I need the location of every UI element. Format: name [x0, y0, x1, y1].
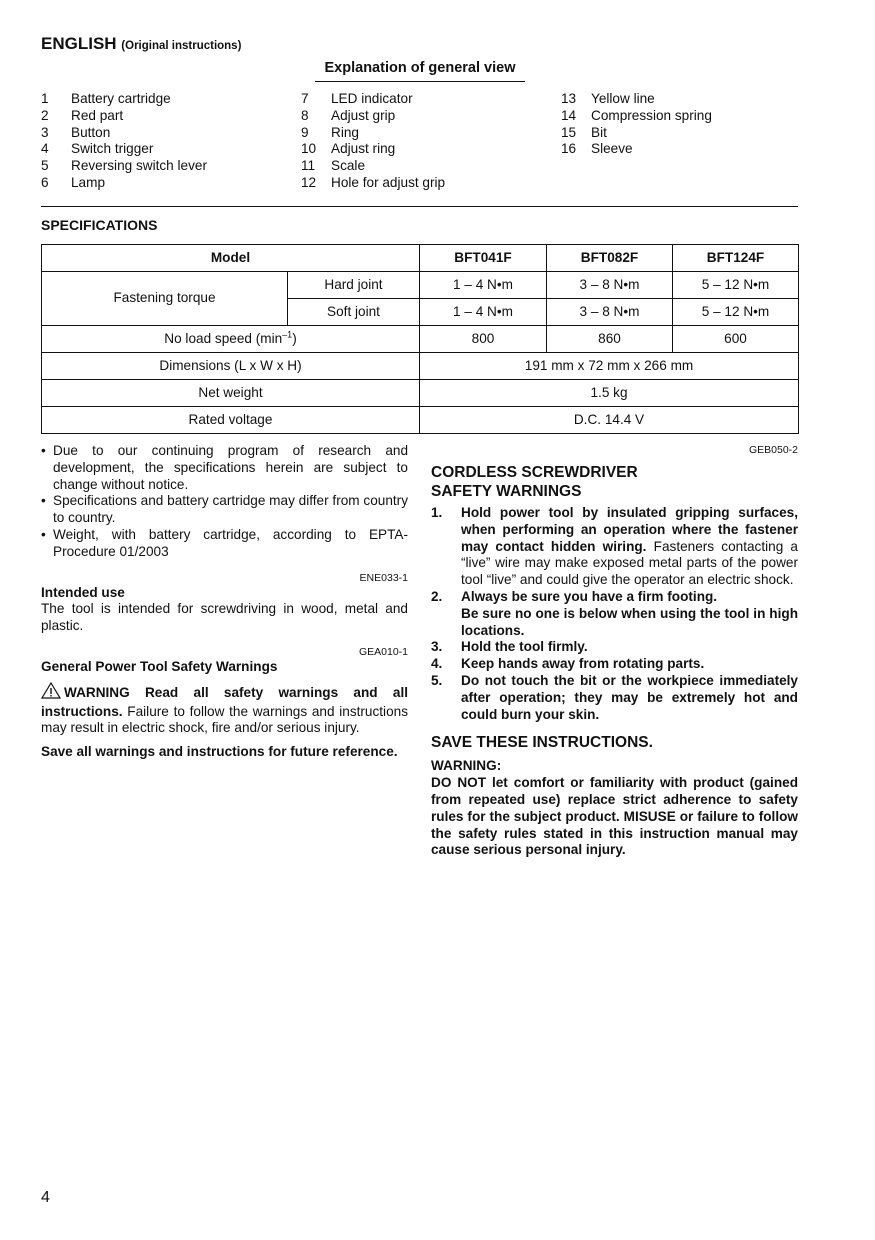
list-item: 1. Hold power tool by insulated gripping surfaces, when performing an operation where the fastener may contact hidden wiring. Fasteners contacting a “live” wire may make exposed metal parts of the power tool “live” and could give the operator an electric shock.: [431, 505, 798, 588]
part-item: 15 Bit: [561, 124, 607, 140]
ref-code: GEA010-1: [358, 645, 408, 658]
part-item: 12 Hole for adjust grip: [301, 174, 446, 190]
part-item: 3 Button: [41, 124, 111, 140]
soft-joint-label: Soft joint: [288, 299, 420, 326]
dimensions-label: Dimensions (L x W x H): [42, 353, 420, 380]
save-all-warnings: Save all warnings and instructions for future reference.: [41, 744, 398, 760]
bullet-icon: •: [41, 443, 46, 458]
specifications-title: SPECIFICATIONS: [41, 217, 158, 233]
table-cell: 1 – 4 N•m: [420, 299, 547, 326]
warning-text: DO NOT let comfort or familiarity with product (gained from repeated use) replace strict adherence to safety rules for the subject product. MISUSE or failure to follow the safety rules stated in this instruction manual may cause serious personal injury.: [431, 775, 798, 858]
table-cell: 860: [547, 326, 673, 353]
save-instructions-title: SAVE THESE INSTRUCTIONS.: [431, 734, 653, 752]
list-item: • Specifications and battery cartridge may differ from country to country.: [41, 493, 408, 526]
list-item: • Weight, with battery cartridge, according to EPTA-Procedure 01/2003: [41, 526, 408, 559]
right-column: [431, 443, 798, 859]
bullet-icon: •: [41, 526, 46, 542]
table-cell: 600: [673, 326, 799, 353]
table-cell: 3 – 8 N•m: [547, 299, 673, 326]
fastening-torque-label: Fastening torque: [42, 272, 288, 326]
intended-use-title: Intended use: [41, 584, 125, 600]
document-language-heading: [41, 36, 241, 55]
list-item: 3. Hold the tool firmly.: [431, 639, 588, 655]
list-item: • Due to our continuing program of research and development, the specifications herein are subject to change without notice.: [41, 443, 408, 492]
warning-triangle-icon: [41, 682, 61, 704]
table-cell: 5 – 12 N•m: [673, 299, 799, 326]
table-cell: 5 – 12 N•m: [673, 272, 799, 299]
hard-joint-label: Hard joint: [288, 272, 420, 299]
model-cell: BFT041F: [420, 245, 547, 272]
table-row: [42, 272, 799, 299]
page-number: 4: [41, 1189, 50, 1206]
part-item: 1 Battery cartridge: [41, 91, 171, 106]
list-item: 5. Do not touch the bit or the workpiece immediately after operation; they may be extremely hot and could burn your skin.: [431, 672, 798, 722]
model-cell: BFT124F: [673, 245, 799, 272]
part-item: 11 Scale: [301, 158, 366, 174]
ref-code: GEB050-2: [748, 444, 798, 456]
part-item: 9 Ring: [301, 124, 359, 140]
specifications-table: [41, 244, 799, 434]
general-view-underline: [315, 81, 525, 82]
table-row: [42, 407, 799, 434]
language-label: ENGLISH: [41, 34, 117, 53]
safety-warnings-title: SAFETY WARNINGS: [431, 483, 582, 500]
part-item: 16 Sleeve: [561, 141, 633, 157]
part-item: 8 Adjust grip: [301, 107, 396, 123]
cordless-screwdriver-title: CORDLESS SCREWDRIVER: [431, 464, 638, 481]
table-cell: D.C. 14.4 V: [420, 407, 799, 434]
general-safety-title: General Power Tool Safety Warnings: [41, 658, 278, 674]
part-item: 14 Compression spring: [561, 107, 712, 123]
part-item: 6 Lamp: [41, 174, 106, 190]
part-item: 7 LED indicator: [301, 91, 413, 106]
table-cell: 3 – 8 N•m: [547, 272, 673, 299]
bullet-icon: •: [41, 493, 46, 509]
model-header: Model: [42, 245, 420, 272]
left-column: [41, 443, 408, 761]
table-row: [42, 326, 799, 353]
ref-code: ENE033-1: [359, 571, 408, 584]
list-item: 4. Keep hands away from rotating parts.: [431, 656, 705, 672]
section-divider: [41, 206, 798, 207]
table-cell: 1 – 4 N•m: [420, 272, 547, 299]
table-row: [42, 380, 799, 407]
table-cell: 800: [420, 326, 547, 353]
parts-column-2: [301, 91, 445, 192]
parts-column-3: [561, 91, 712, 158]
part-item: 5 Reversing switch lever: [41, 158, 207, 174]
original-instructions-label: (Original instructions): [121, 40, 242, 52]
part-item: 4 Switch trigger: [41, 141, 154, 157]
intended-use-text: The tool is intended for screwdriving in wood, metal and plastic.: [41, 601, 408, 634]
table-cell: 1.5 kg: [420, 380, 799, 407]
table-cell: 191 mm x 72 mm x 266 mm: [420, 353, 799, 380]
part-item: 10 Adjust ring: [301, 141, 396, 157]
rated-voltage-label: Rated voltage: [42, 407, 420, 434]
net-weight-label: Net weight: [42, 380, 420, 407]
table-row: [42, 353, 799, 380]
parts-column-1: [41, 91, 207, 192]
part-item: 13 Yellow line: [561, 91, 655, 106]
warning-label: WARNING:: [431, 758, 502, 774]
part-item: 2 Red part: [41, 107, 124, 123]
table-row: [42, 245, 799, 272]
no-load-speed-label: No load speed $(\min^{-1})$: [42, 326, 420, 353]
general-view-title: Explanation of general view: [324, 60, 516, 76]
warning-paragraph: WARNING Read all safety warnings and all instructions. Failure to follow the warnings and instructions may result in electric shock, fire and/or serious injury.: [41, 682, 408, 737]
model-cell: BFT082F: [547, 245, 673, 272]
list-item: 2. Always be sure you have a firm footing. Be sure no one is below when using the tool in high locations.: [431, 588, 798, 638]
